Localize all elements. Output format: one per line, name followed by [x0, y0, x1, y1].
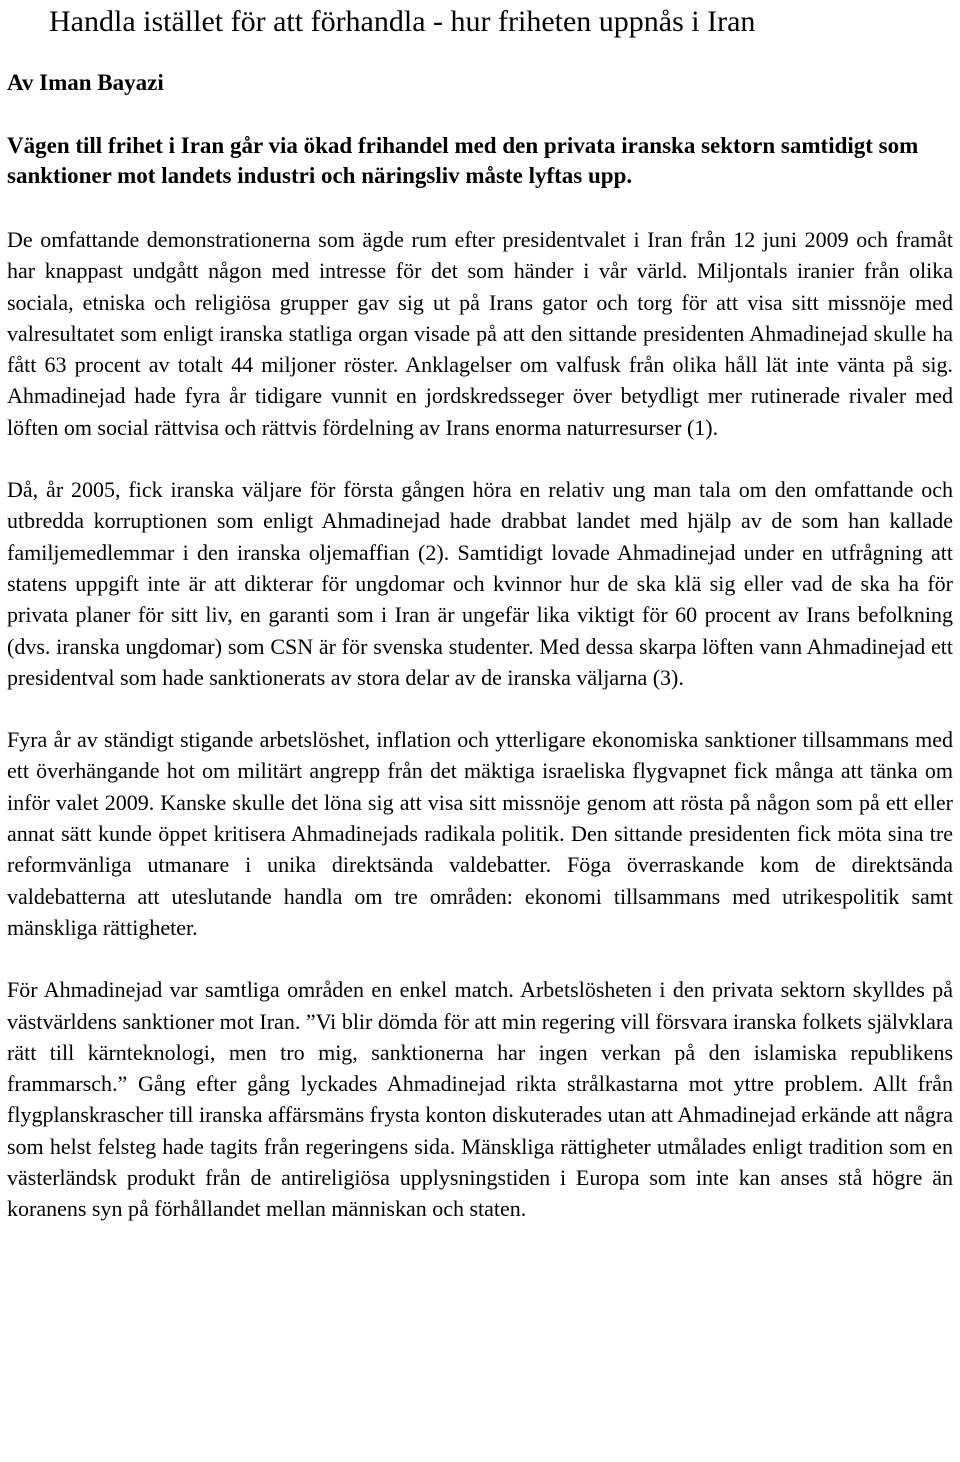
article-author: Av Iman Bayazi: [7, 70, 164, 95]
article-paragraph-2: Då, år 2005, fick iranska väljare för första gången höra en relativ ung man tala om den omfattande och utbredda korruptionen som enligt Ahmadinejad hade drabbat landet med hjälp av de som han kallade familjemedlemmar i den iranska oljemaffian (2). Samtidigt lovade Ahmadinejad under en utfrågning att statens uppgift inte är att dikterar för ungdomar och kvinnor hur de ska klä sig eller vad de ska ha för privata planer för sitt liv, en garanti som i Iran är ungefär lika viktigt för 60 procent av Irans befolkning (dvs. iranska ungdomar) som CSN är för svenska studenter. Med dessa skarpa löften vann Ahmadinejad ett presidentval som hade sanktionerats av stora delar av de iranska väljarna (3).: [7, 477, 953, 690]
article-paragraph-3: Fyra år av ständigt stigande arbetslöshet, inflation och ytterligare ekonomiska sanktioner tillsammans med ett överhängande hot om militärt angrepp från det mäktiga israeliska flygvapnet fick många att tänka om inför valet 2009. Kanske skulle det löna sig att visa sitt missnöje genom att rösta på någon som på ett eller annat sätt kunde öppet kritisera Ahmadinejads radikala politik. Den sittande presidenten fick möta sina tre reformvänliga utmanare i unika direktsända valdebatter. Föga överraskande kom de direktsända valdebatterna att uteslutande handla om tre områden: ekonomi tillsammans med utrikespolitik samt mänskliga rättigheter.: [7, 727, 953, 940]
article-paragraph-4: För Ahmadinejad var samtliga områden en enkel match. Arbetslösheten i den privata sektorn skylldes på västvärldens sanktioner mot Iran. ”Vi blir dömda för att min regering vill försvara iranska folkets självklara rätt till kärnteknologi, men tro mig, sanktionerna har ingen verkan på den islamiska republikens frammarsch.” Gång efter gång lyckades Ahmadinejad rikta strålkastarna mot yttre problem. Allt från flygplanskrascher till iranska affärsmäns frysta konton diskuterades utan att Ahmadinejad erkände att några som helst felsteg hade tagits från regeringens sida. Mänskliga rättigheter utmålades enligt tradition som en västerländsk produkt från de antireligiösa upplysningstiden i Europa som inte kan anses stå högre än koranens syn på förhållandet mellan människan och staten.: [7, 977, 953, 1222]
article-lead: Vägen till frihet i Iran går via ökad frihandel med den privata iranska sektorn samtidigt som sanktioner mot landets industri och näringsliv måste lyftas upp.: [7, 133, 919, 188]
article-paragraph-1: De omfattande demonstrationerna som ägde rum efter presidentvalet i Iran från 12 juni 2009 och framåt har knappast undgått någon med intresse för det som händer i vår värld. Miljontals iranier från olika sociala, etniska och religiösa grupper gav sig ut på Irans gator och torg för att visa sitt missnöje med valresultatet som enligt iranska statliga organ visade på att den sittande presidenten Ahmadinejad skulle ha fått 63 procent av totalt 44 miljoner röster. Anklagelser om valfusk från olika håll lät inte vänta på sig. Ahmadinejad hade fyra år tidigare vunnit en jordskredsseger över betydligt mer rutinerade rivaler med löften om social rättvisa och rättvis fördelning av Irans enorma naturresurser (1).: [7, 227, 953, 440]
article-title: Handla istället för att förhandla - hur friheten uppnås i Iran: [49, 5, 756, 38]
